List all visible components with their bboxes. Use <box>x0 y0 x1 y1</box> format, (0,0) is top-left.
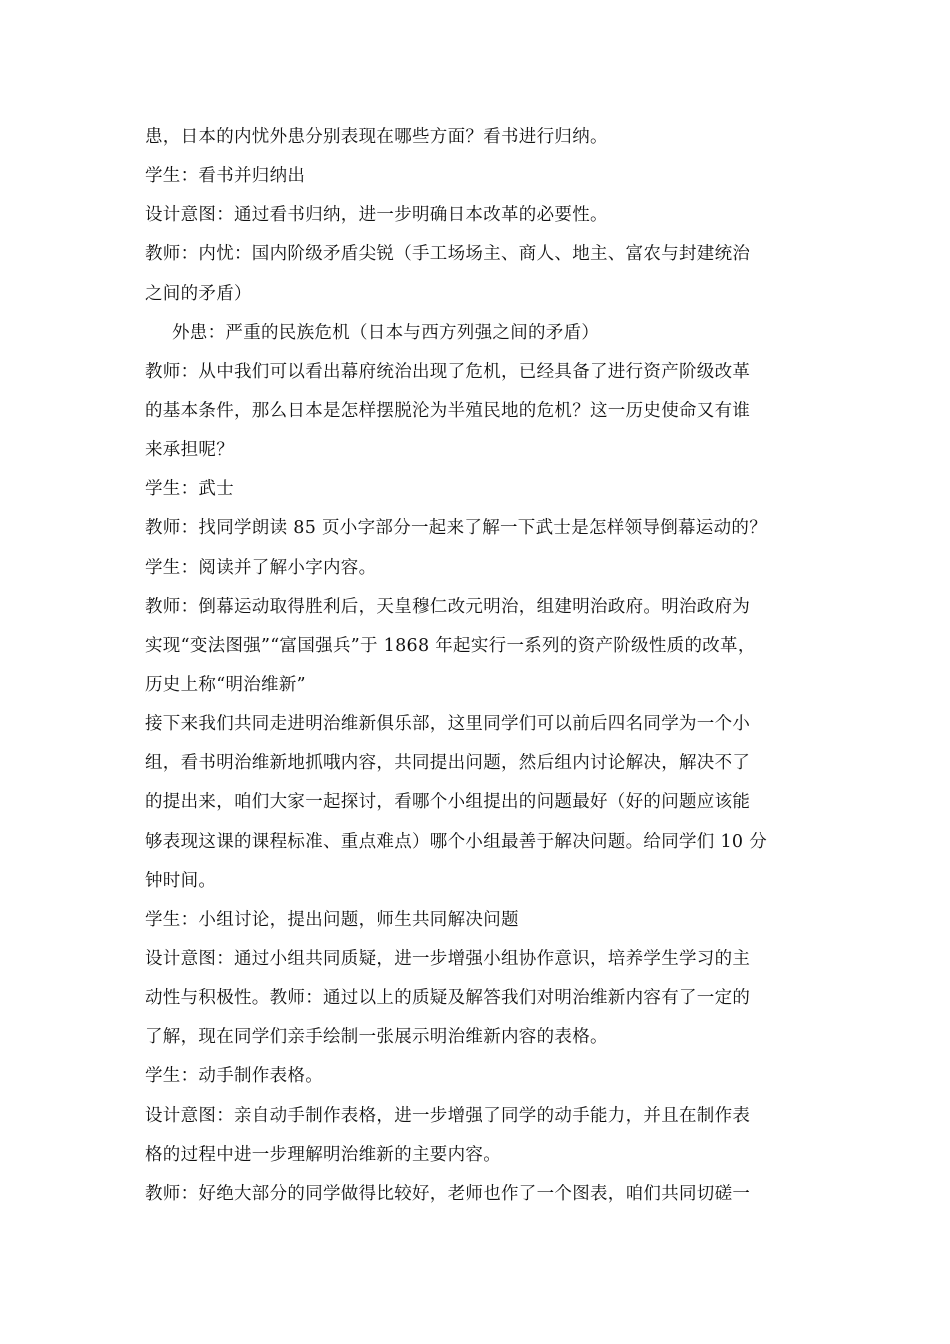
text-line: 格的过程中进一步理解明治维新的主要内容。 <box>145 1144 501 1165</box>
text-line: 够表现这课的课程标准、重点难点）哪个小组最善于解决问题。给同学们 10 分 <box>145 831 767 852</box>
text-line: 设计意图：通过小组共同质疑，进一步增强小组协作意识，培养学生学习的主 <box>145 948 751 969</box>
text-line: 学生：动手制作表格。 <box>145 1066 323 1087</box>
text-line: 学生：小组讨论，提出问题，师生共同解决问题 <box>145 909 519 930</box>
text-line: 教师：内忧：国内阶级矛盾尖锐（手工场场主、商人、地主、富农与封建统治 <box>145 244 751 265</box>
text-line: 学生：武士 <box>145 479 234 500</box>
text-line: 实现“变法图强”“富国强兵”于 1868 年起实行一系列的资产阶级性质的改革， <box>145 635 756 656</box>
text-line: 学生：看书并归纳出 <box>145 166 306 187</box>
text-line: 学生：阅读并了解小字内容。 <box>145 557 377 578</box>
text-line: 了解，现在同学们亲手绘制一张展示明治维新内容的表格。 <box>145 1027 608 1048</box>
text-line: 外患：严重的民族危机（日本与西方列强之间的矛盾） <box>172 322 600 343</box>
text-line: 教师：找同学朗读 85 页小字部分一起来了解一下武士是怎样领导倒幕运动的？ <box>145 518 767 539</box>
text-line: 教师：倒幕运动取得胜利后，天皇穆仁改元明治，组建明治政府。明治政府为 <box>145 596 751 617</box>
text-line: 的提出来，咱们大家一起探讨，看哪个小组提出的问题最好（好的问题应该能 <box>145 792 751 813</box>
document-body <box>145 118 820 1214</box>
text-line: 的基本条件，那么日本是怎样摆脱沦为半殖民地的危机？这一历史使命又有谁 <box>145 400 751 421</box>
text-line: 之间的矛盾） <box>145 283 252 304</box>
text-line: 教师：好绝大部分的同学做得比较好，老师也作了一个图表，咱们共同切磋一 <box>145 1183 751 1204</box>
text-line: 教师：从中我们可以看出幕府统治出现了危机，已经具备了进行资产阶级改革 <box>145 361 751 382</box>
text-line: 组，看书明治维新地抓哦内容，共同提出问题，然后组内讨论解决，解决不了 <box>145 753 751 774</box>
text-line: 动性与积极性。教师：通过以上的质疑及解答我们对明治维新内容有了一定的 <box>145 988 751 1009</box>
text-line: 设计意图：亲自动手制作表格，进一步增强了同学的动手能力，并且在制作表 <box>145 1105 751 1126</box>
text-line: 钟时间。 <box>145 870 217 891</box>
text-line: 接下来我们共同走进明治维新俱乐部，这里同学们可以前后四名同学为一个小 <box>145 714 751 735</box>
text-line: 历史上称“明治维新” <box>145 674 306 695</box>
text-line: 患，日本的内忧外患分别表现在哪些方面？看书进行归纳。 <box>145 127 608 147</box>
text-line: 设计意图：通过看书归纳，进一步明确日本改革的必要性。 <box>145 205 608 226</box>
text-line: 来承担呢？ <box>145 440 234 461</box>
